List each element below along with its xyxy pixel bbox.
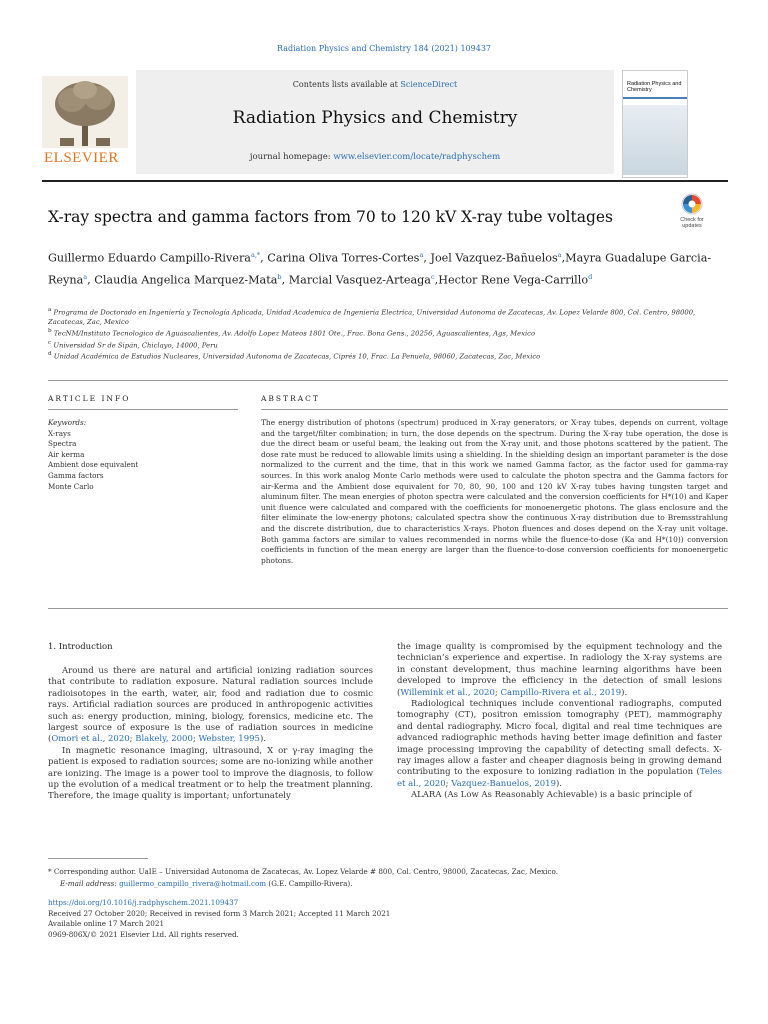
cover-title: Radiation Physics and Chemistry — [627, 81, 682, 93]
check-line-2: updates — [682, 223, 702, 229]
body-paragraph: ALARA (As Low As Reasonably Achievable) is a basic principle of — [411, 790, 692, 801]
keyword-item: Gamma factors — [48, 470, 104, 480]
author-separator: , — [281, 273, 289, 287]
author-separator: , — [260, 251, 268, 265]
check-line-1: Check for — [680, 217, 704, 223]
cover-top — [623, 71, 687, 81]
author-name[interactable]: Joel Vazquez-Bañuelos — [430, 251, 558, 265]
article-info-heading: ARTICLE INFO — [48, 394, 131, 403]
citation-link[interactable]: Vazquez-Banuelos, 2019 — [451, 778, 556, 789]
contents-line — [136, 80, 614, 89]
keywords-label: Keywords: — [48, 418, 87, 427]
author-affiliation-marker[interactable]: d — [588, 272, 593, 281]
author-separator: , — [423, 251, 431, 265]
affiliation-text: TecNM/Instituto Tecnologico de Aguascalientes, Av. Adolfo Lopez Mateos 1801 Ote., Frac. Bona Gens., 20256, Aguascalientes, Ags, Mexico — [51, 329, 536, 338]
affiliation-text: Unidad Académica de Estudios Nucleares, Universidad Autonoma de Zacatecas, Ciprés 10, Frac. La Penuela, 98060, Zacatecas, Zac, Mexico — [51, 352, 541, 361]
author-affiliation-marker[interactable]: a,* — [250, 251, 261, 259]
keyword-item: X-rays — [48, 428, 71, 438]
affiliation-item — [48, 306, 728, 327]
copyright-line: 0969-806X/© 2021 Elsevier Ltd. All rights reserved. — [48, 929, 239, 939]
homepage-line — [136, 152, 614, 162]
header-rule — [42, 180, 728, 182]
abstract-text: The energy distribution of photons (spectrum) produced in X-ray generators, or X-ray tubes, depends on current, voltage and the target/filter combination; in turn, the dose depends on the spectrum. During the X-ray tube operation, the dose is due the direct beam or useful beam, the leaking out from the X-ray unit, and those photons scattered by the patient. The dose rate must be reduced to allowable limits using a shielding. In the shielding design an important parameter is the dose normalized to the current and the time, that in this work we named Gamma factor, as the factor used for gamma-ray sources. In this work analog Monte Carlo methods were used to calculate the photon spectra and the Gamma factors for air-Kerma and the Ambient dose equivalent for 70, 80, 90, 100 and 120 kV X-ray tubes having tungsten target and aluminum filter. The mean energies of photon spectra were calculated and the conversion coefficients for H*(10) and Kaper unit fluence were calculated and compared with the coefficients for monoenergetic photons. The glass enclosure and the filter eliminate the low-energy photons; calculated spectra show the continuous X-ray distribution due to Bremsstrahlung and the discrete distribution, due to characteristics X-rays. Photon fluences and doses depend on the X-ray unit voltage. Both gamma factors are similar to values recommended in norms while the fluence-to-dose (Ka and H*(10)) conversion coefficients in function of the mean energy are larger than the fluence-to-dose conversion coefficients for monoenergetic photons. — [261, 418, 728, 565]
author-separator: , — [87, 273, 95, 287]
email-suffix: (G.E. Campillo-Rivera). — [266, 878, 353, 888]
author-name[interactable]: Claudia Angelica Marquez-Mata — [94, 273, 278, 287]
footnote-rule — [48, 858, 148, 859]
received-dates: Received 27 October 2020; Received in revised form 3 March 2021; Accepted 11 March 2021 — [48, 908, 391, 918]
affiliation-marker: b — [48, 328, 52, 335]
doi-link[interactable]: https://doi.org/10.1016/j.radphyschem.2021.109437 — [48, 898, 239, 907]
publication-info — [48, 898, 728, 940]
citation-link[interactable]: Campillo-Rivera et al., 2019 — [500, 687, 622, 698]
email-link[interactable]: guillermo_campillo_rivera@hotmail.com — [119, 878, 267, 888]
affiliation-marker: c — [48, 339, 52, 346]
keywords-list — [48, 429, 238, 493]
footnote-block — [48, 866, 728, 889]
author-affiliation-marker[interactable]: c — [430, 272, 435, 281]
citation-link[interactable]: Willemink et al., 2020 — [400, 687, 495, 698]
author-name[interactable]: Guillermo Eduardo Campillo-Rivera — [48, 251, 251, 265]
body-column-left — [48, 666, 373, 803]
citation-link[interactable]: Teles et al., 2020 — [397, 767, 722, 789]
abstract-heading: ABSTRACT — [261, 394, 320, 403]
affiliation-marker: a — [48, 307, 52, 313]
affiliation-marker: d — [48, 351, 52, 358]
elsevier-wordmark: ELSEVIER — [44, 150, 119, 166]
citation-link[interactable]: Webster, 1995 — [198, 734, 260, 745]
journal-title: Radiation Physics and Chemistry — [232, 108, 518, 128]
keyword-item: Ambient dose equivalent — [48, 460, 139, 470]
homepage-prefix: journal homepage: — [249, 152, 334, 162]
introduction-heading: 1. Introduction — [48, 642, 113, 652]
check-for-updates-label[interactable] — [672, 217, 712, 229]
affiliation-text: Universidad Sr de Sipán, Chiclayo, 14000, Peru — [51, 341, 218, 350]
homepage-link[interactable]: www.elsevier.com/locate/radphyschem — [333, 152, 501, 162]
keywords-block — [48, 418, 238, 492]
author-list — [48, 246, 728, 289]
affiliation-item — [48, 339, 728, 351]
email-label: E-mail address: — [60, 878, 120, 888]
body-column-right — [397, 642, 722, 802]
cover-band — [623, 97, 687, 99]
author-separator: , — [561, 251, 566, 265]
cover-body — [623, 105, 687, 175]
author-name[interactable]: Marcial Vasquez-Arteaga — [288, 273, 431, 287]
sciencedirect-link[interactable]: ScienceDirect — [400, 80, 458, 89]
corresponding-author-note: * Corresponding author. UaIE – Universidad Autonoma de Zacatecas, Av. Lopez Velarde # 800, Col. Centro, 98000, Zacatecas, Zac, Mexico. — [48, 867, 558, 876]
contents-prefix: Contents lists available at — [292, 80, 401, 89]
available-online: Available online 17 March 2021 — [48, 919, 165, 928]
abstract-end-rule — [48, 608, 728, 609]
author-affiliation-marker[interactable]: a — [557, 251, 562, 259]
author-affiliation-marker[interactable]: b — [277, 272, 282, 281]
keyword-item: Monte Carlo — [48, 481, 94, 491]
abstract-rule — [261, 409, 728, 410]
author-separator: , — [434, 273, 439, 287]
author-name[interactable]: Mayra Guadalupe Garcia-Reyna — [48, 251, 712, 287]
author-affiliation-marker[interactable]: a — [83, 272, 88, 281]
info-rule — [48, 409, 238, 410]
keyword-item: Spectra — [48, 439, 77, 449]
body-paragraph: the image quality is compromised by the equipment technology and the technician’s experience and expertise. In radiology the X-ray systems are in constant development, thus machine learning algorithms have been developed to improve the efficiency in the detection of small lesions (Willemink et al., 2020; Campillo-Rivera et al., 2019). — [397, 642, 722, 698]
article-title: X-ray spectra and gamma factors from 70 to 120 kV X-ray tube voltages — [48, 208, 614, 226]
affiliation-text: Programa de Doctorado en Ingeniería y Tecnología Aplicada, Unidad Academica de Ingenieria Electrica, Universidad Autonoma de Zacatecas, Av. Lopez Velarde 800, Col. Centro, 98000, Zacatecas, Zac, Mexico — [48, 308, 696, 326]
body-paragraph: In magnetic resonance imaging, ultrasound, X or γ-ray imaging the patient is exposed to radiation sources; some are no-ionizing while another are ionizing. The image is a power tool to improve the diagnosis, to follow up the evolution of a medical treatment or to help the treatment planning. Therefore, the image quality is important; unfortunately — [48, 745, 373, 802]
affiliation-item — [48, 327, 728, 339]
affiliation-item — [48, 350, 728, 362]
keyword-item: Air kerma — [48, 449, 85, 459]
author-name[interactable]: Carina Oliva Torres-Cortes — [267, 251, 420, 265]
citation-link[interactable]: Omori et al., 2020 — [51, 734, 130, 745]
body-paragraph: Around us there are natural and artificial ionizing radiation sources that contribute to radiation exposure. Natural radiation sources include radioisotopes in the earth, water, air, food and radiation due to cosmic rays. Artificial radiation sources are produced in anthropogenic activities such as: energy production, mining, biology, forensics, medicine etc. The largest source of exposure is the use of radiation sources in medicine (Omori et al., 2020; Blakely, 2000; Webster, 1995). — [48, 666, 373, 745]
body-paragraph: Radiological techniques include conventional radiographs, computed tomography (CT), positron emission tomography (PET), mammography and dental radiography. Micro focal, digital and real time techniques are advanced radiographic methods having better image definition and faster image processing improving the capability of detecting small defects. X-ray images allow a faster and cheaper diagnosis being in growing demand contributing to the exposure to ionizing radiation in the population (Teles et al., 2020; Vazquez-Banuelos, 2019). — [397, 699, 722, 789]
affiliation-list — [48, 306, 728, 362]
author-name[interactable]: Hector Rene Vega-Carrillo — [438, 273, 589, 287]
affiliation-rule — [48, 380, 728, 381]
email-line — [48, 878, 728, 890]
journal-citation[interactable]: Radiation Physics and Chemistry 184 (2021) 109437 — [277, 44, 491, 53]
journal-cover-thumbnail[interactable] — [622, 70, 688, 178]
citation-link[interactable]: Blakely, 2000 — [135, 734, 193, 745]
author-affiliation-marker[interactable]: a — [419, 251, 424, 259]
